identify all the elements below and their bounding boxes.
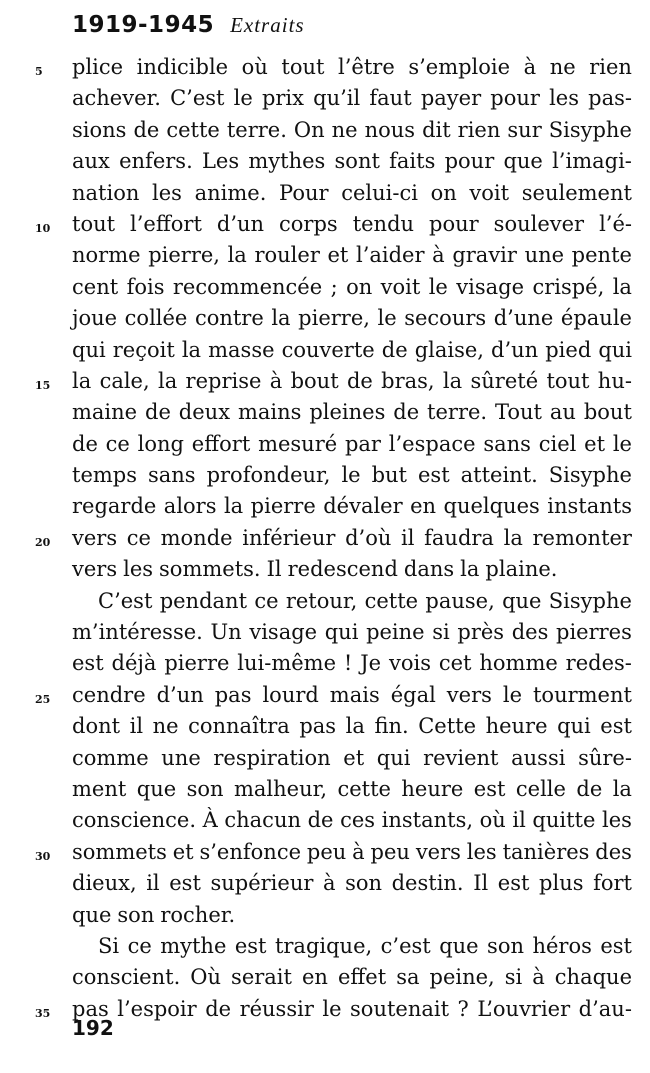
text-line: joue collée contre la pierre, le secours d’une épaule bbox=[72, 306, 632, 331]
text-line: nation les anime. Pour celui-ci on voit seulement bbox=[72, 180, 632, 205]
text-line: conscient. Où serait en effet sa peine, si à chaque bbox=[72, 965, 632, 990]
line-number: 20 bbox=[35, 535, 51, 549]
text-line: aux enfers. Les mythes sont faits pour que l’imagi- bbox=[72, 149, 632, 174]
text-line: qui reçoit la masse couverte de glaise, d’un pied qui bbox=[72, 337, 632, 362]
line-number: 30 bbox=[35, 849, 51, 863]
text-line: 5 plice indicible où tout l’être s’emploie à ne rien bbox=[72, 52, 632, 83]
text-line: que son rocher. bbox=[72, 902, 236, 927]
header-years: 1919-1945 bbox=[72, 12, 215, 38]
text-line: C’est pendant ce retour, cette pause, que Sisyphe bbox=[98, 588, 632, 613]
text-line: achever. C’est le prix qu’il faut payer pour les pas- bbox=[72, 86, 632, 111]
text-line: de ce long effort mesuré par l’espace sans ciel et le bbox=[72, 431, 632, 456]
text-line: norme pierre, la rouler et l’aider à gravir une pente bbox=[72, 243, 632, 268]
text-line: vers les sommets. Il redescend dans la plaine. bbox=[72, 557, 558, 582]
line-number: 25 bbox=[35, 692, 51, 706]
text-line: 35 pas l’espoir de réussir le soutenait ? L’ouvrier d’au- bbox=[72, 994, 632, 1025]
text-line: m’intéresse. Un visage qui peine si près des pierres bbox=[72, 620, 632, 645]
text-line: 30 sommets et s’enfonce peu à peu vers les tanières des bbox=[72, 837, 632, 868]
text-line: sions de cette terre. On ne nous dit rien sur Sisyphe bbox=[72, 117, 632, 142]
text-line: 15 la cale, la reprise à bout de bras, la sûreté tout hu- bbox=[72, 366, 632, 397]
header-section-title: Extraits bbox=[230, 13, 305, 37]
line-number: 15 bbox=[35, 378, 51, 392]
text-line: temps sans profondeur, le but est atteint. Sisyphe bbox=[72, 463, 632, 488]
text-line: regarde alors la pierre dévaler en quelques instants bbox=[72, 494, 632, 519]
page-number: 192 bbox=[72, 1016, 114, 1040]
text-line: 20 vers ce monde inférieur d’où il faudra la remonter bbox=[72, 523, 632, 554]
text-line: ment que son malheur, cette heure est celle de la bbox=[72, 776, 632, 801]
line-number: 5 bbox=[35, 65, 43, 78]
text-line: dont il ne connaîtra pas la fin. Cette heure qui est bbox=[72, 714, 632, 739]
text-line: conscience. À chacun de ces instants, où il quitte les bbox=[72, 808, 632, 833]
text-line: est déjà pierre lui-même ! Je vois cet homme redes- bbox=[72, 651, 632, 676]
text-line: cent fois recommencée ; on voit le visage crispé, la bbox=[72, 274, 632, 299]
running-header bbox=[72, 12, 305, 48]
text-line: 10 tout l’effort d’un corps tendu pour soulever l’é- bbox=[72, 209, 632, 240]
text-line: comme une respiration et qui revient aussi sûre- bbox=[72, 745, 632, 770]
text-line: maine de deux mains pleines de terre. Tout au bout bbox=[72, 400, 632, 425]
text-line: Si ce mythe est tragique, c’est que son héros est bbox=[98, 933, 632, 958]
body-text bbox=[35, 52, 632, 1025]
line-number: 35 bbox=[35, 1006, 51, 1020]
text-line: dieux, il est supérieur à son destin. Il est plus fort bbox=[72, 871, 632, 896]
line-number: 10 bbox=[35, 221, 51, 235]
text-line: 25 cendre d’un pas lourd mais égal vers le tourment bbox=[72, 680, 632, 711]
